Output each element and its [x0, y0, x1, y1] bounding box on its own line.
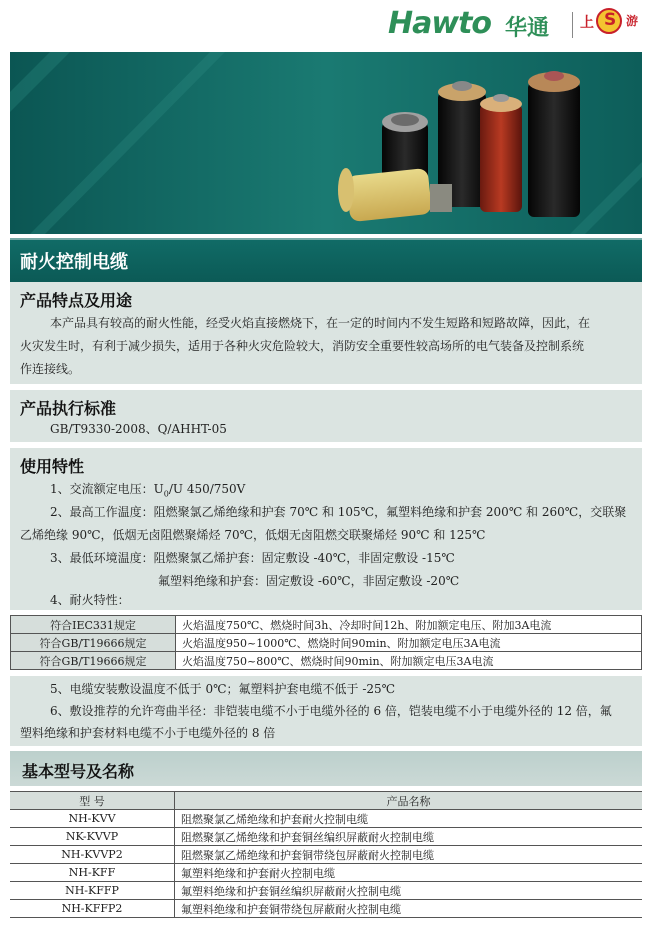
- usage-item-1-sub: 0: [163, 489, 169, 499]
- section-title-bar: [10, 238, 642, 282]
- usage-item-3-line-1: 3、最低环境温度：阻燃聚氯乙烯护套：固定敷设 -40℃，非固定敷设 -15℃: [50, 551, 455, 565]
- column-header-name: 产品名称: [175, 792, 643, 810]
- fire-performance-table: [10, 615, 642, 670]
- table-header-row: [10, 792, 642, 810]
- logo-divider: [572, 12, 573, 38]
- standard-text: GB/T9330-2008、Q/AHHT-05: [50, 422, 227, 436]
- table-row: [11, 634, 642, 652]
- table-row: [11, 616, 642, 634]
- table-cell-model: NH-KFFP2: [10, 900, 175, 918]
- table-cell-name: 氟塑料绝缘和护套铜丝编织屏蔽耐火控制电缆: [175, 882, 643, 900]
- usage-item-3-line-2: 氟塑料绝缘和护套：固定敷设 -60℃，非固定敷设 -20℃: [158, 574, 460, 588]
- table-cell-name: 氟塑料绝缘和护套铜带绕包屏蔽耐火控制电缆: [175, 900, 643, 918]
- usage-item-1-prefix: 1、交流额定电压：U: [50, 482, 164, 496]
- table-row: [11, 652, 642, 670]
- table-cell-description: 火焰温度750℃、燃烧时间3h、冷却时间12h、附加额定电压、附加3A电流: [176, 616, 642, 634]
- usage-item-2-line-1: 2、最高工作温度：阻燃聚氯乙烯绝缘和护套 70℃ 和 105℃，氟塑料绝缘和护套 200℃ 和 260℃，交联聚: [50, 505, 627, 519]
- table-cell-name: 阻燃聚氯乙烯绝缘和护套耐火控制电缆: [175, 810, 643, 828]
- usage-item-4: 4、耐火特性：: [50, 593, 130, 607]
- table-cell-name: 阻燃聚氯乙烯绝缘和护套铜带绕包屏蔽耐火控制电缆: [175, 846, 643, 864]
- table-cell-model: NH-KVV: [10, 810, 175, 828]
- notes-panel: [10, 676, 642, 746]
- features-line-2: 火灾发生时，有利于减少损失，适用于各种火灾危险较大，消防安全重要性较高场所的电气装备及控制系统: [20, 339, 585, 353]
- page-title: 耐火控制电缆: [20, 252, 128, 273]
- notes-item-6-line-1: 6、敷设推荐的允许弯曲半径：非铠装电缆不小于电缆外径的 6 倍，铠装电缆不小于电缆外径的 12 倍，氟: [50, 704, 612, 718]
- usage-item-2-line-2: 乙烯绝缘 90℃，低烟无卤阻燃聚烯烃 70℃，低烟无卤阻燃交联聚烯烃 90℃ 和 125℃: [20, 528, 486, 542]
- partner-logo-text-b: 游: [626, 14, 639, 28]
- table-cell-name: 氟塑料绝缘和护套耐火控制电缆: [175, 864, 643, 882]
- table-cell-model: NK-KVVP: [10, 828, 175, 846]
- features-panel: [10, 282, 642, 384]
- table-cell-description: 火焰温度750~800℃、燃烧时间90min、附加额定电压3A电流: [176, 652, 642, 670]
- notes-item-5: 5、电缆安装敷设温度不低于 0℃；氟塑料护套电缆不低于 -25℃: [50, 682, 396, 696]
- table-cell-model: NH-KVVP2: [10, 846, 175, 864]
- product-photo: [10, 52, 642, 234]
- standard-heading: 产品执行标准: [20, 399, 117, 418]
- models-heading-bar: [10, 751, 642, 786]
- models-table: [10, 791, 642, 918]
- usage-panel: [10, 448, 642, 610]
- table-row: [10, 846, 642, 864]
- table-cell-standard: 符合GB/T19666规定: [11, 634, 176, 652]
- table-cell-standard: 符合GB/T19666规定: [11, 652, 176, 670]
- brand-logo-cn: 华通: [505, 16, 550, 41]
- table-cell-model: NH-KFF: [10, 864, 175, 882]
- table-cell-description: 火焰温度950~1000℃、燃烧时间90min、附加额定电压3A电流: [176, 634, 642, 652]
- partner-emblem-icon: [596, 8, 622, 34]
- table-cell-model: NH-KFFP: [10, 882, 175, 900]
- features-line-1: 本产品具有较高的耐火性能，经受火焰直接燃烧下，在一定的时间内不发生短路和短路故障，因此，在: [50, 316, 591, 330]
- brand-logo: Hawto: [388, 6, 492, 41]
- standard-panel: [10, 390, 642, 442]
- table-row: [10, 900, 642, 918]
- usage-heading: 使用特性: [20, 457, 85, 476]
- partner-logo-text-a: 上: [580, 15, 594, 31]
- column-header-model: 型 号: [10, 792, 175, 810]
- table-cell-standard: 符合IEC331规定: [11, 616, 176, 634]
- table-cell-name: 阻燃聚氯乙烯绝缘和护套铜丝编织屏蔽耐火控制电缆: [175, 828, 643, 846]
- usage-item-1-suffix: /U 450/750V: [168, 482, 246, 496]
- logo-bar: [0, 0, 650, 50]
- table-row: [10, 864, 642, 882]
- features-heading: 产品特点及用途: [20, 291, 133, 310]
- notes-item-6-line-2: 塑料绝缘和护套材料电缆不小于电缆外径的 8 倍: [20, 726, 276, 740]
- table-row: [10, 828, 642, 846]
- models-heading: 基本型号及名称: [22, 762, 135, 781]
- table-row: [10, 810, 642, 828]
- table-row: [10, 882, 642, 900]
- features-line-3: 作连接线。: [20, 362, 81, 376]
